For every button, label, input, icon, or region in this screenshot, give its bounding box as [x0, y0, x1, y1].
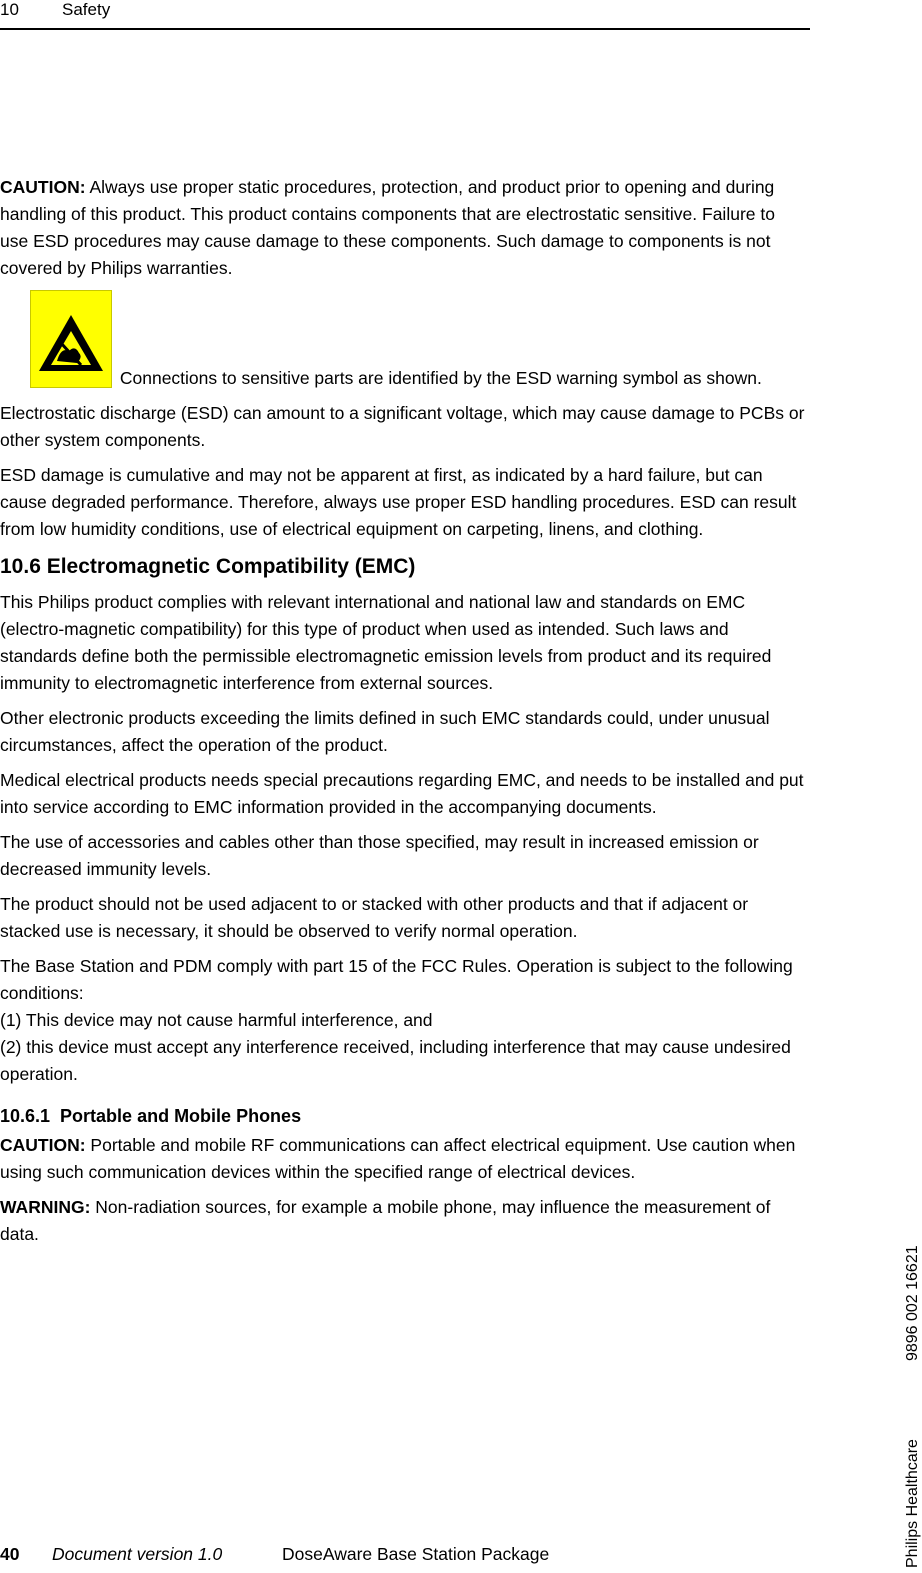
phones-heading — [0, 1102, 808, 1130]
side-margin-text — [904, 1245, 922, 1568]
header-rule — [0, 28, 810, 30]
phones-warning — [0, 1194, 808, 1248]
phones-warning-text: Non-radiation sources, for example a mobile phone, may influence the measurement of data. — [0, 1197, 771, 1244]
chapter-title: Safety — [62, 0, 111, 19]
product-name: DoseAware Base Station Package — [282, 1544, 550, 1564]
esd-symbol-caption: Connections to sensitive parts are identified by the ESD warning symbol as shown. — [115, 368, 762, 388]
phones-warning-label: WARNING: — [0, 1197, 91, 1217]
phones-section-number: 10.6.1 — [0, 1106, 51, 1126]
document-version: Document version 1.0 — [52, 1544, 223, 1564]
esd-caution-text: Always use proper static procedures, protection, and product prior to opening and during handling of this product. This product contains components that are electrostatic sensitive. Failure to use ESD procedures may cause damage to these components. Such damage to components is not covered by Philips warranties. — [0, 177, 775, 278]
esd-warning-icon — [30, 290, 112, 388]
phones-caution-label: CAUTION: — [0, 1135, 86, 1155]
esd-paragraph: ESD damage is cumulative and may not be apparent at first, as indicated by a hard failure, but can cause degraded performance. Therefore, always use proper ESD handling procedures. ESD can result from low humidity conditions, use of electrical equipment on carpeting, linens, and clothing. — [0, 465, 797, 539]
esd-caution — [0, 174, 808, 282]
fcc-statement — [0, 953, 808, 1088]
fcc-condition-1: (1) This device may not cause harmful interference, and — [0, 1010, 433, 1030]
page-number: 40 — [0, 1544, 20, 1564]
emc-paragraph: This Philips product complies with relevant international and national law and standards on EMC (electro-magnetic compatibility) for this type of product when used as intended. Such laws and standards define both the permissible electromagnetic emission levels from product and its required immunity to electromagnetic interference from external sources. — [0, 592, 772, 693]
chapter-number: 10 — [0, 0, 19, 19]
page-content — [0, 174, 808, 1256]
phones-caution-text: Portable and mobile RF communications can affect electrical equipment. Use caution when using such communication devices within the specified range of electrical devices. — [0, 1135, 796, 1182]
emc-paragraph: The product should not be used adjacent to or stacked with other products and that if adjacent or stacked use is necessary, it should be observed to verify normal operation. — [0, 894, 749, 941]
emc-heading: 10.6 Electromagnetic Compatibility (EMC) — [0, 555, 416, 578]
esd-caution-label: CAUTION: — [0, 177, 86, 197]
company-name: Philips Healthcare — [904, 1439, 921, 1568]
phones-section-title: Portable and Mobile Phones — [60, 1106, 302, 1126]
esd-symbol-paragraph — [0, 290, 808, 392]
document-number: 9896 002 16621 — [904, 1245, 921, 1362]
fcc-intro: The Base Station and PDM comply with part 15 of the FCC Rules. Operation is subject to the following conditions: — [0, 956, 793, 1003]
phones-caution — [0, 1132, 808, 1186]
fcc-condition-2: (2) this device must accept any interference received, including interference that may cause undesired operation. — [0, 1037, 791, 1084]
esd-paragraph: Electrostatic discharge (ESD) can amount to a significant voltage, which may cause damage to PCBs or other system components. — [0, 403, 805, 450]
emc-paragraph: Other electronic products exceeding the limits defined in such EMC standards could, under unusual circumstances, affect the operation of the product. — [0, 708, 770, 755]
emc-paragraph: The use of accessories and cables other than those specified, may result in increased emission or decreased immunity levels. — [0, 832, 759, 879]
emc-paragraph: Medical electrical products needs special precautions regarding EMC, and needs to be installed and put into service according to EMC information provided in the accompanying documents. — [0, 770, 804, 817]
